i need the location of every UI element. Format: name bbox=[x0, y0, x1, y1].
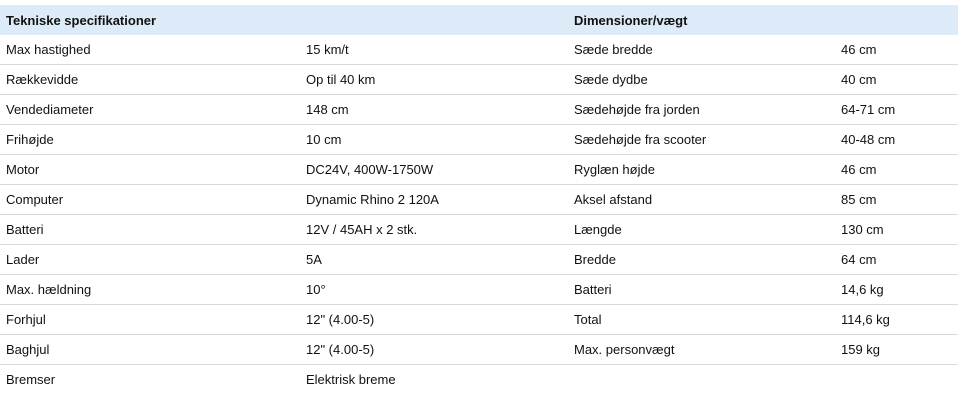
spec-label: Batteri bbox=[0, 215, 300, 245]
spec-value: 12" (4.00-5) bbox=[300, 305, 568, 335]
table-row bbox=[0, 365, 958, 395]
dimension-label bbox=[568, 365, 835, 395]
dimension-label: Max. personvægt bbox=[568, 335, 835, 365]
specifications-table bbox=[0, 5, 958, 394]
spec-label: Rækkevidde bbox=[0, 65, 300, 95]
table-row bbox=[0, 95, 958, 125]
spec-label: Max hastighed bbox=[0, 35, 300, 65]
spec-label: Frihøjde bbox=[0, 125, 300, 155]
header-dimensions-weight: Dimensioner/vægt bbox=[568, 5, 835, 35]
spec-value: 12V / 45AH x 2 stk. bbox=[300, 215, 568, 245]
header-technical-values bbox=[300, 5, 568, 35]
spec-value: Elektrisk breme bbox=[306, 372, 396, 387]
spec-value: 10 cm bbox=[300, 125, 568, 155]
dimension-label: Sædehøjde fra scooter bbox=[568, 125, 835, 155]
dimension-value: 159 kg bbox=[835, 335, 958, 365]
dimension-value: 40-48 cm bbox=[835, 125, 958, 155]
table-row bbox=[0, 155, 958, 185]
table-row bbox=[0, 275, 958, 305]
table-row bbox=[0, 245, 958, 275]
spec-label: Max. hældning bbox=[0, 275, 300, 305]
table-row bbox=[0, 185, 958, 215]
dimension-value: 64 cm bbox=[835, 245, 958, 275]
dimension-value: 14,6 kg bbox=[835, 275, 958, 305]
dimension-label: Sæde dydbe bbox=[568, 65, 835, 95]
dimension-label: Total bbox=[568, 305, 835, 335]
dimension-value: 46 cm bbox=[835, 155, 958, 185]
spec-value: Dynamic Rhino 2 120A bbox=[300, 185, 568, 215]
spec-label: Vendediameter bbox=[0, 95, 300, 125]
spec-value: 12" (4.00-5) bbox=[300, 335, 568, 365]
spec-value: DC24V, 400W-1750W bbox=[300, 155, 568, 185]
table-row bbox=[0, 125, 958, 155]
spec-label: Forhjul bbox=[0, 305, 300, 335]
dimension-value: 114,6 kg bbox=[835, 305, 958, 335]
dimension-label: Bredde bbox=[568, 245, 835, 275]
table-header bbox=[0, 5, 958, 35]
dimension-value bbox=[835, 365, 958, 395]
spec-value: 10° bbox=[300, 275, 568, 305]
dimension-label: Sæde bredde bbox=[568, 35, 835, 65]
spec-label: Motor bbox=[0, 155, 300, 185]
header-row bbox=[0, 5, 958, 35]
spec-label: Baghjul bbox=[0, 335, 300, 365]
spec-label: Computer bbox=[0, 185, 300, 215]
table-row bbox=[0, 215, 958, 245]
dimension-value: 85 cm bbox=[835, 185, 958, 215]
header-technical-specs: Tekniske specifikationer bbox=[0, 5, 300, 35]
table-row bbox=[0, 65, 958, 95]
dimension-label: Længde bbox=[568, 215, 835, 245]
table-row bbox=[0, 35, 958, 65]
dimension-value: 64-71 cm bbox=[835, 95, 958, 125]
spec-label: Bremser bbox=[6, 372, 56, 387]
dimension-label: Aksel afstand bbox=[568, 185, 835, 215]
dimension-label: Sædehøjde fra jorden bbox=[568, 95, 835, 125]
spec-label: Lader bbox=[0, 245, 300, 275]
table-row bbox=[0, 335, 958, 365]
spec-value: 5A bbox=[300, 245, 568, 275]
dimension-label: Ryglæn højde bbox=[568, 155, 835, 185]
dimension-value: 130 cm bbox=[835, 215, 958, 245]
dimension-label: Batteri bbox=[568, 275, 835, 305]
spec-value: Op til 40 km bbox=[300, 65, 568, 95]
header-dimensions-values bbox=[835, 5, 958, 35]
table-row bbox=[0, 305, 958, 335]
dimension-value: 40 cm bbox=[835, 65, 958, 95]
table-body bbox=[0, 35, 958, 394]
dimension-value: 46 cm bbox=[835, 35, 958, 65]
spec-value: 15 km/t bbox=[300, 35, 568, 65]
spec-value: 148 cm bbox=[300, 95, 568, 125]
